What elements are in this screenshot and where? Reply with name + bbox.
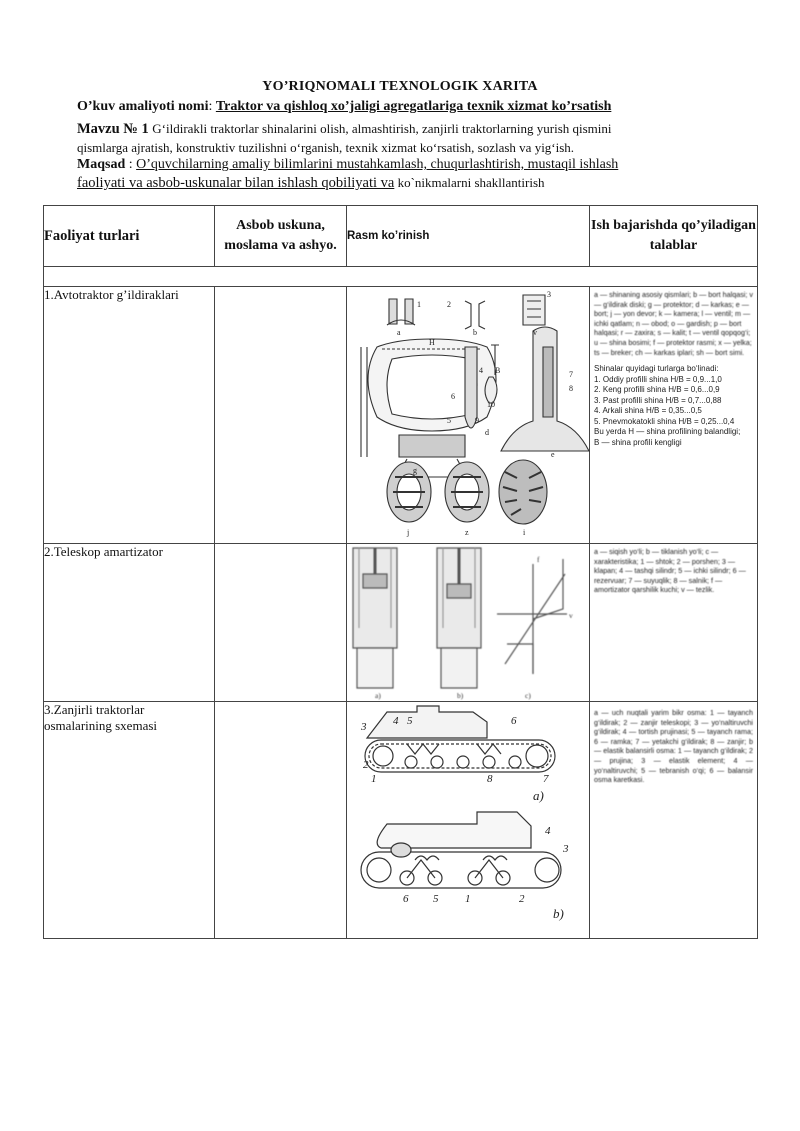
fig-label: z xyxy=(465,528,469,537)
fig-label: 1 xyxy=(465,893,471,905)
fig-label: 1 xyxy=(371,773,377,785)
course-line: O’kuv amaliyoti nomi: Traktor va qishloq xo’jaligi agregatlariga texnik xizmat ko’rsatish xyxy=(77,99,612,114)
goal-label: Maqsad xyxy=(77,157,126,172)
topic-label: Mavzu № 1 xyxy=(77,121,149,137)
requirements-cell xyxy=(590,702,758,939)
shock-absorber-diagram xyxy=(347,544,590,701)
picture-cell xyxy=(347,544,590,702)
fig-label: 3 xyxy=(563,843,569,855)
fig-label: a xyxy=(397,328,401,337)
fig-label: 6 xyxy=(451,392,455,401)
fig-label: 4 xyxy=(393,715,399,727)
goal-text-1: O’quvchilarning amaliy bilimlarini mustahkamlash, chuqurlashtirish, mustaqil ishlash xyxy=(136,157,619,172)
course-label: O’kuv amaliyoti nomi xyxy=(77,99,209,114)
wheel-tire-diagram xyxy=(347,287,590,543)
fig-label: 3 xyxy=(361,721,367,733)
tools-cell xyxy=(215,287,347,544)
header-picture: Rasm ko’rinish xyxy=(347,206,590,267)
fig-label: 2 xyxy=(363,759,369,771)
fig-label: f xyxy=(537,555,540,564)
fig-label: 4 xyxy=(479,366,483,375)
fig-label: v xyxy=(569,611,573,620)
fig-label: 1 xyxy=(417,300,421,309)
tire-types-line: 1. Oddiy profilli shina H/B = 0,9...1,0 xyxy=(594,374,722,384)
topic-text-1: G‘ildirakli traktorlar shinalarini olish, almashtirish, zanjirli traktorlarning yurish qismini xyxy=(152,121,612,136)
header-requirements: Ish bajarishda qo’yiladigan talablar xyxy=(590,206,758,267)
goal-line-2 xyxy=(77,175,727,192)
fig-label: 5 xyxy=(407,715,413,727)
crawler-suspension-diagram xyxy=(347,702,590,938)
tire-types-line: Bu yerda H — shina profilining balandligi; xyxy=(594,427,741,437)
fig-label: 8 xyxy=(487,773,493,785)
fig-label: 2 xyxy=(519,893,525,905)
goal-text-2: faoliyati va asbob-uskunalar bilan ishlash qobiliyati va xyxy=(77,175,395,191)
fig-label: 7 xyxy=(543,773,549,785)
header-activity: Faoliyat turlari xyxy=(44,206,215,267)
requirements-cell xyxy=(590,544,758,702)
document-title: YO’RIQNOMALI TEXNOLOGIK XARITA xyxy=(262,79,538,94)
table-row xyxy=(44,702,758,939)
fig-label: 9 xyxy=(475,416,479,425)
fig-label: b xyxy=(473,328,477,337)
header-tools: Asbob uskuna, moslama va ashyo. xyxy=(215,206,347,267)
table-spacer-row xyxy=(44,267,758,287)
fig-label: 8 xyxy=(569,384,573,393)
activity-cell: 2.Teleskop amartizator xyxy=(44,544,215,702)
goal-text-3: ko`nikmalarni shakllantirish xyxy=(394,175,545,190)
table-row xyxy=(44,287,758,544)
fig-label: i xyxy=(523,528,526,537)
fig-label: H xyxy=(429,338,435,347)
tire-types-line: 4. Arkali shina H/B = 0,35...0,5 xyxy=(594,406,702,416)
fig-label: a) xyxy=(533,788,544,803)
fig-label: 5 xyxy=(447,416,451,425)
tire-types-line: Shinalar quyidagi turlarga bo‘linadi: xyxy=(594,364,719,374)
topic-text-2: qismlarga ajratish, konstruktiv tuzilishni o‘rganish, texnik xizmat ko‘rsatish, sozlash va yig‘ish. xyxy=(77,140,575,155)
requirements-legend: a — shinaning asosiy qismlari; b — bort halqasi; v — g‘ildirak diski; g — protektor; d — karkas; e — bort; j — yon devor; k — kamera; l — ventil; m — ichki qatlam; n — obod; o — gardish; p — bort halqasi; r — zaxira; s — kalit; t — ventil qopqog‘i; u — shina bosimi; f — protektor rasmi; x — yelka; ts — breker; ch — karkas iplari; sh — bort simi. xyxy=(594,290,753,357)
fig-label: v xyxy=(533,328,537,337)
fig-label: d xyxy=(485,428,489,437)
requirements-cell xyxy=(590,287,758,544)
activity-cell xyxy=(44,702,215,939)
fig-label: j xyxy=(407,528,410,537)
tools-cell xyxy=(215,702,347,939)
fig-label: 7 xyxy=(569,370,573,379)
fig-label: e xyxy=(551,450,555,459)
fig-label: 3 xyxy=(547,290,551,299)
fig-label: 6 xyxy=(511,715,517,727)
requirements-legend: a — uch nuqtali yarim bikr osma: 1 — tayanch g‘ildirak; 2 — zanjir teleskopi; 3 — yo‘naltiruvchi g‘ildirak; 4 — tortish prujinasi; 5 — tayanch rama; 6 — ramka; 7 — yetakchi g‘ildirak; 8 — zanjir; b — elastik balansirli osma: 1 — tayanch g‘ildirak; 2 — prujina; 3 — elastik element; 4 — yo‘naltiruvchi; 5 — tebranish o‘qi; 6 — balansir osma karetkasi. xyxy=(594,708,753,785)
fig-label: 2 xyxy=(447,300,451,309)
fig-label: b) xyxy=(553,906,564,921)
fig-label: B xyxy=(495,366,501,375)
requirements-legend: a — siqish yo‘li; b — tiklanish yo‘li; c — xarakteristika; 1 — shtok; 2 — porshen; 3 — klapan; 4 — tashqi silindr; 5 — ichki silindr; 6 — rezervuar; 7 — suyuqlik; 8 — salnik; f — amortizator qarshilik kuchi; v — tezlik. xyxy=(594,547,746,595)
table-row xyxy=(44,544,758,702)
fig-label: 6 xyxy=(403,893,409,905)
tire-types-line: 3. Past profilli shina H/B = 0,7...0,88 xyxy=(594,395,722,405)
fig-label: a) xyxy=(375,691,381,700)
technology-map-table xyxy=(43,205,758,939)
tools-cell xyxy=(215,544,347,702)
picture-cell xyxy=(347,702,590,939)
tire-types-line: 2. Keng profilli shina H/B = 0,6...0,9 xyxy=(594,385,720,395)
fig-label: g xyxy=(413,466,417,475)
activity-cell: 1.Avtotraktor g’ildiraklari xyxy=(44,287,215,544)
tire-types-line: 5. Pnevmokatokli shina H/B = 0,25...0,4 xyxy=(594,416,735,426)
tire-types-line: B — shina profili kengligi xyxy=(594,437,682,447)
goal-line-1: Maqsad : O’quvchilarning amaliy bilimlarini mustahkamlash, chuqurlashtirish, mustaqil ishlash xyxy=(77,157,619,172)
topic-line-1 xyxy=(77,121,727,138)
fig-label: b) xyxy=(457,691,464,700)
tire-types-list xyxy=(590,361,757,448)
fig-label: 4 xyxy=(545,825,551,837)
table-header-row xyxy=(44,206,758,267)
picture-cell xyxy=(347,287,590,544)
fig-label: 10 xyxy=(487,400,495,409)
fig-label: 5 xyxy=(433,893,439,905)
fig-label: c) xyxy=(525,691,531,700)
activity-text: 3.Zanjirli traktorlar osmalarining sxemasi xyxy=(44,702,158,733)
course-name: Traktor va qishloq xo’jaligi agregatlariga texnik xizmat ko’rsatish xyxy=(215,99,612,114)
